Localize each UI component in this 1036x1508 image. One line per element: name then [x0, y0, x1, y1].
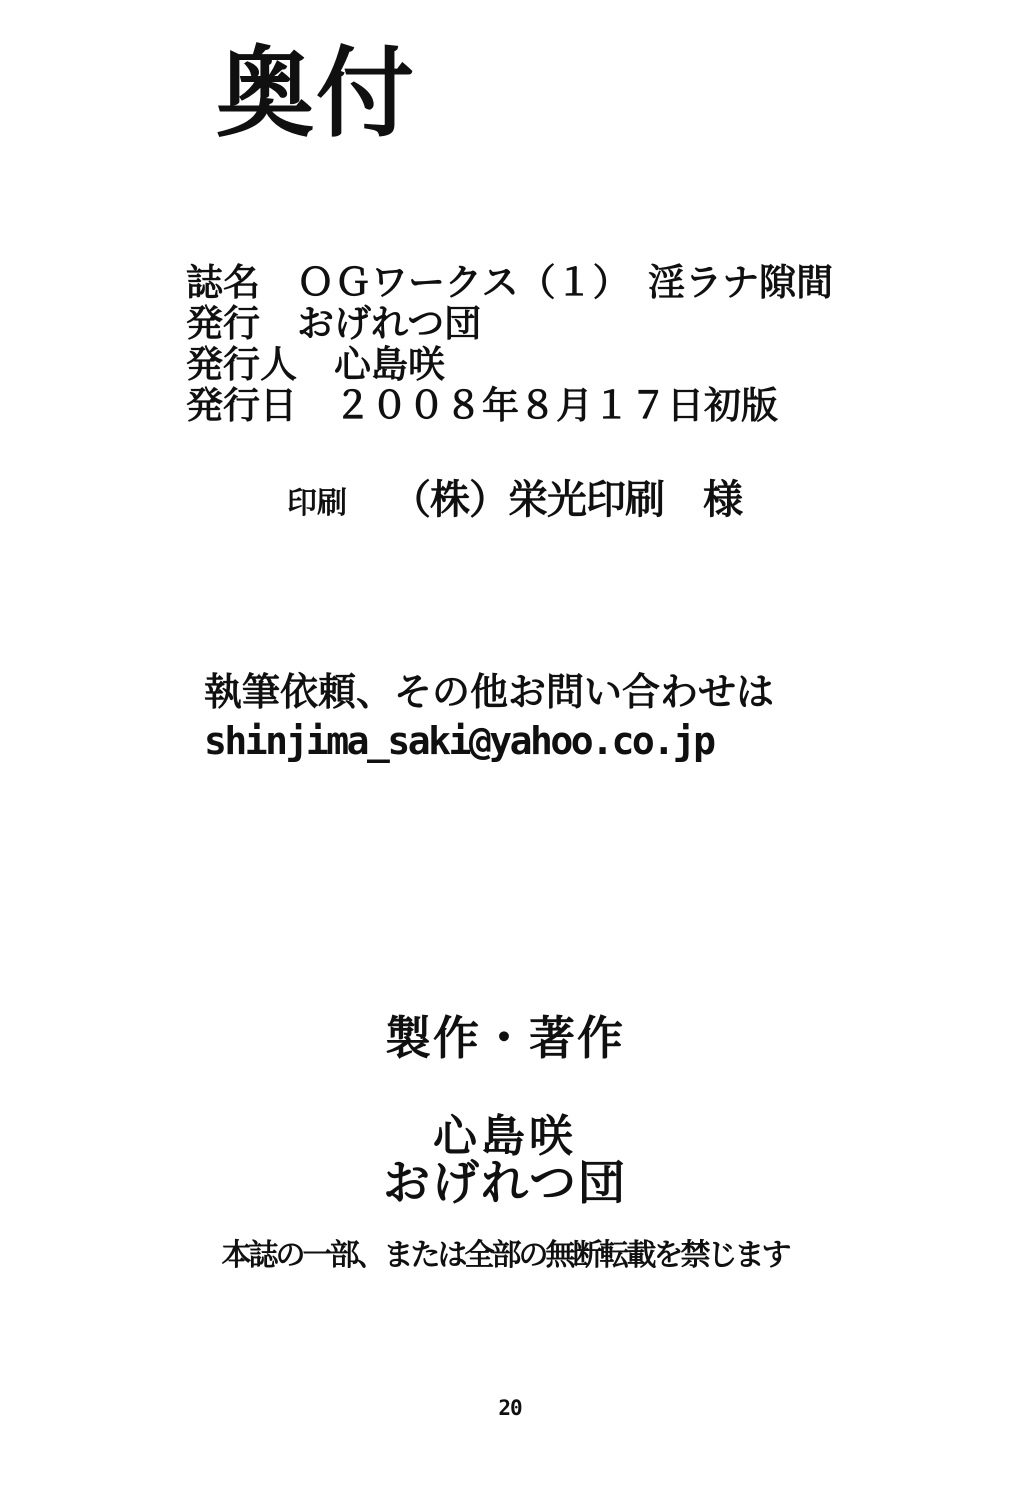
- page-number: 20: [498, 1396, 522, 1420]
- publication-label: 発行: [186, 303, 260, 344]
- publication-label: 誌名: [186, 262, 260, 303]
- contact-email: shinjima_saki@yahoo.co.jp: [204, 719, 714, 763]
- publication-value: ＯＧワークス（１） 淫ラナ隙間: [297, 262, 834, 303]
- publication-value: おげれつ団: [297, 303, 482, 344]
- publication-label: 発行人: [186, 344, 297, 385]
- contact-heading: 執筆依頼、その他お問い合わせは: [204, 672, 775, 714]
- reprint-prohibition-notice: 本誌の一部、または全部の無断転載を禁じます: [221, 1239, 789, 1272]
- publication-value: ２００８年８月１７日初版: [334, 385, 778, 426]
- publication-value: 心島咲: [334, 344, 445, 385]
- printer-line: [287, 468, 742, 525]
- publication-row-publisher: [186, 303, 833, 344]
- publication-row-date: [186, 385, 833, 426]
- publication-row-title: [186, 262, 833, 303]
- publication-label: 発行日: [186, 385, 297, 426]
- publication-row-publisher-person: [186, 344, 833, 385]
- publication-info-block: [186, 262, 833, 426]
- credits-heading: 製作・著作: [385, 1012, 625, 1064]
- credits-circle-name: おげれつ団: [382, 1158, 628, 1210]
- page-title: 奥付: [216, 38, 417, 148]
- printer-name: （株）栄光印刷 様: [391, 478, 742, 522]
- contact-block: [204, 670, 774, 766]
- printer-label: 印刷: [287, 487, 347, 520]
- credits-author-name: 心島咲: [433, 1112, 577, 1161]
